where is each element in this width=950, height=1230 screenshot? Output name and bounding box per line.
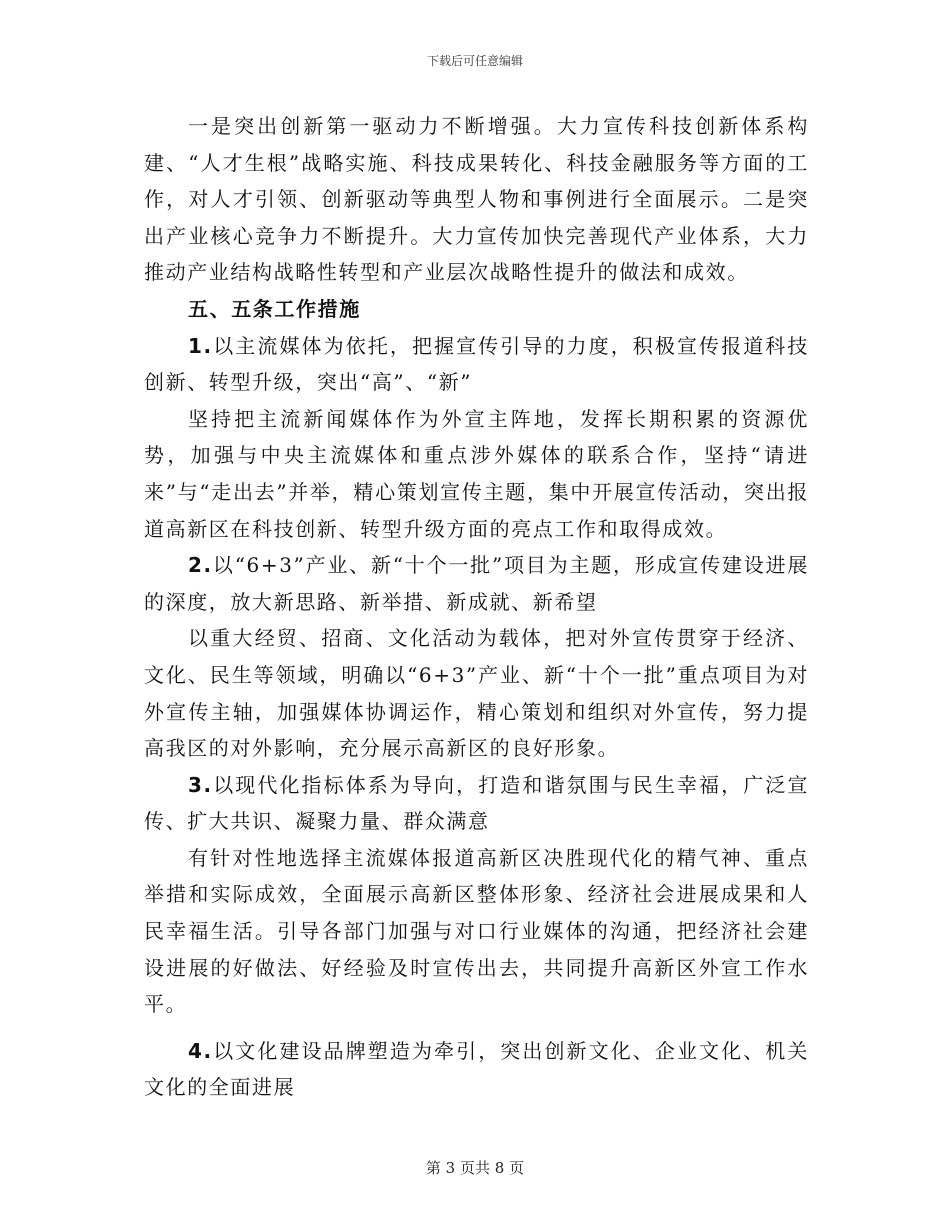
measure-1-number: 1. xyxy=(188,333,213,358)
document-body xyxy=(144,108,809,1106)
measure-4-number: 4. xyxy=(188,1038,213,1063)
measure-4-title: 以文化建设品牌塑造为牵引，突出创新文化、企业文化、机关文化的全面进展 xyxy=(144,1038,809,1100)
measure-2-body: 以重大经贸、招商、文化活动为载体，把对外宣传贯穿于经济、文化、民生等领域，明确以“6+3”产业、新“十个一批”重点项目为对外宣传主轴，加强媒体协调运作，精心策划和组织对外宣传，努力提高我区的对外影响，充分展示高新区的良好形象。 xyxy=(144,626,809,761)
paragraph-innovation: 一是突出创新第一驱动力不断增强。大力宣传科技创新体系构建、“人才生根”战略实施、科技成果转化、科技金融服务等方面的工作，对人才引领、创新驱动等典型人物和事例进行全面展示。二是突出产业核心竞争力不断提升。大力宣传加快完善现代产业体系，大力推动产业结构战略性转型和产业层次战略性提升的做法和成效。 xyxy=(144,114,809,285)
measure-2-title: 以“6+3”产业、新“十个一批”项目为主题，形成宣传建设进展的深度，放大新思路、新举措、新成就、新希望 xyxy=(144,553,809,614)
measure-2-number: 2. xyxy=(188,553,213,578)
measure-2-heading xyxy=(144,547,809,620)
measure-1-title: 以主流媒体为依托，把握宣传引导的力度，积极宣传报道科技创新、转型升级，突出“高”、“新” xyxy=(144,333,809,395)
measure-3-heading xyxy=(144,767,809,840)
page-header: 下载后可任意编辑 xyxy=(426,54,523,68)
measure-4-heading xyxy=(144,1033,809,1106)
measure-3-number: 3. xyxy=(188,772,213,797)
section-heading: 五、五条工作措施 xyxy=(188,296,361,321)
measure-1-body: 坚持把主流新闻媒体作为外宣主阵地，发挥长期积累的资源优势，加强与中央主流媒体和重点涉外媒体的联系合作，坚持“请进来”与“走出去”并举，精心策划宣传主题，集中开展宣传活动，突出报道高新区在科技创新、转型升级方面的亮点工作和取得成效。 xyxy=(144,406,809,541)
measure-3-title: 以现代化指标体系为导向，打造和谐氛围与民生幸福，广泛宣传、扩大共识、凝聚力量、群众满意 xyxy=(144,772,809,834)
measure-1-heading xyxy=(144,328,809,401)
page-footer: 第 3 页共 8 页 xyxy=(425,1159,525,1177)
measure-3-body: 有针对性地选择主流媒体报道高新区决胜现代化的精气神、重点举措和实际成效，全面展示高新区整体形象、经济社会进展成果和人民幸福生活。引导各部门加强与对口行业媒体的沟通，把经济社会建设进展的好做法、好经验及时宣传出去，共同提升高新区外宣工作水平。 xyxy=(144,845,809,1017)
